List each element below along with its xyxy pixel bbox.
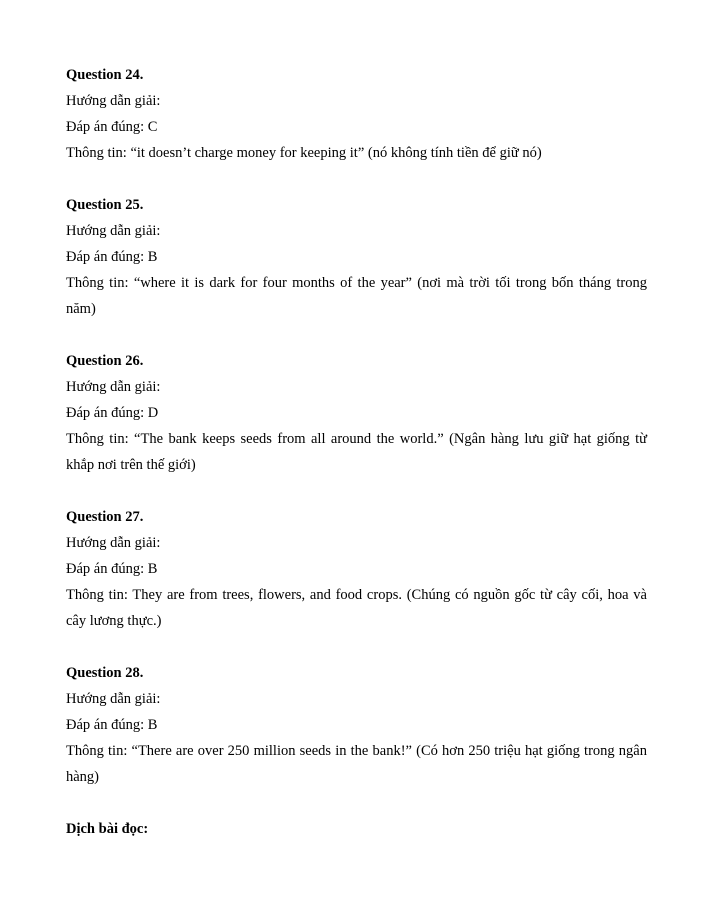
solution-guide-label: Hướng dẫn giải: xyxy=(66,691,161,707)
question-title: Question 28. xyxy=(66,665,144,681)
answer-explanation: Thông tin: “where it is dark for four months of the year” (nơi mà trời tối trong bốn tháng trong năm) xyxy=(66,275,647,317)
solution-guide-label: Hướng dẫn giải: xyxy=(66,535,161,551)
correct-answer: Đáp án đúng: C xyxy=(66,119,158,135)
correct-answer: Đáp án đúng: D xyxy=(66,405,159,421)
answer-explanation: Thông tin: “it doesn’t charge money for keeping it” (nó không tính tiền để giữ nó) xyxy=(66,145,542,161)
question-block-24 xyxy=(66,62,647,166)
question-title: Question 25. xyxy=(66,197,144,213)
question-block-26 xyxy=(66,348,647,478)
answer-explanation: Thông tin: “The bank keeps seeds from all around the world.” (Ngân hàng lưu giữ hạt giống từ khắp nơi trên thế giới) xyxy=(66,431,647,473)
answer-explanation: Thông tin: They are from trees, flowers, and food crops. (Chúng có nguồn gốc từ cây cối, hoa và cây lương thực.) xyxy=(66,587,647,629)
correct-answer: Đáp án đúng: B xyxy=(66,561,158,577)
answer-explanation: Thông tin: “There are over 250 million seeds in the bank!” (Có hơn 250 triệu hạt giống trong ngân hàng) xyxy=(66,743,647,785)
reading-translation-heading: Dịch bài đọc: xyxy=(66,821,149,837)
question-block-27 xyxy=(66,504,647,634)
question-block-28 xyxy=(66,660,647,790)
question-block-25 xyxy=(66,192,647,322)
question-title: Question 26. xyxy=(66,353,144,369)
solution-guide-label: Hướng dẫn giải: xyxy=(66,379,161,395)
correct-answer: Đáp án đúng: B xyxy=(66,249,158,265)
document-body xyxy=(66,62,647,842)
solution-guide-label: Hướng dẫn giải: xyxy=(66,93,161,109)
solution-guide-label: Hướng dẫn giải: xyxy=(66,223,161,239)
question-title: Question 24. xyxy=(66,67,144,83)
question-title: Question 27. xyxy=(66,509,144,525)
correct-answer: Đáp án đúng: B xyxy=(66,717,158,733)
